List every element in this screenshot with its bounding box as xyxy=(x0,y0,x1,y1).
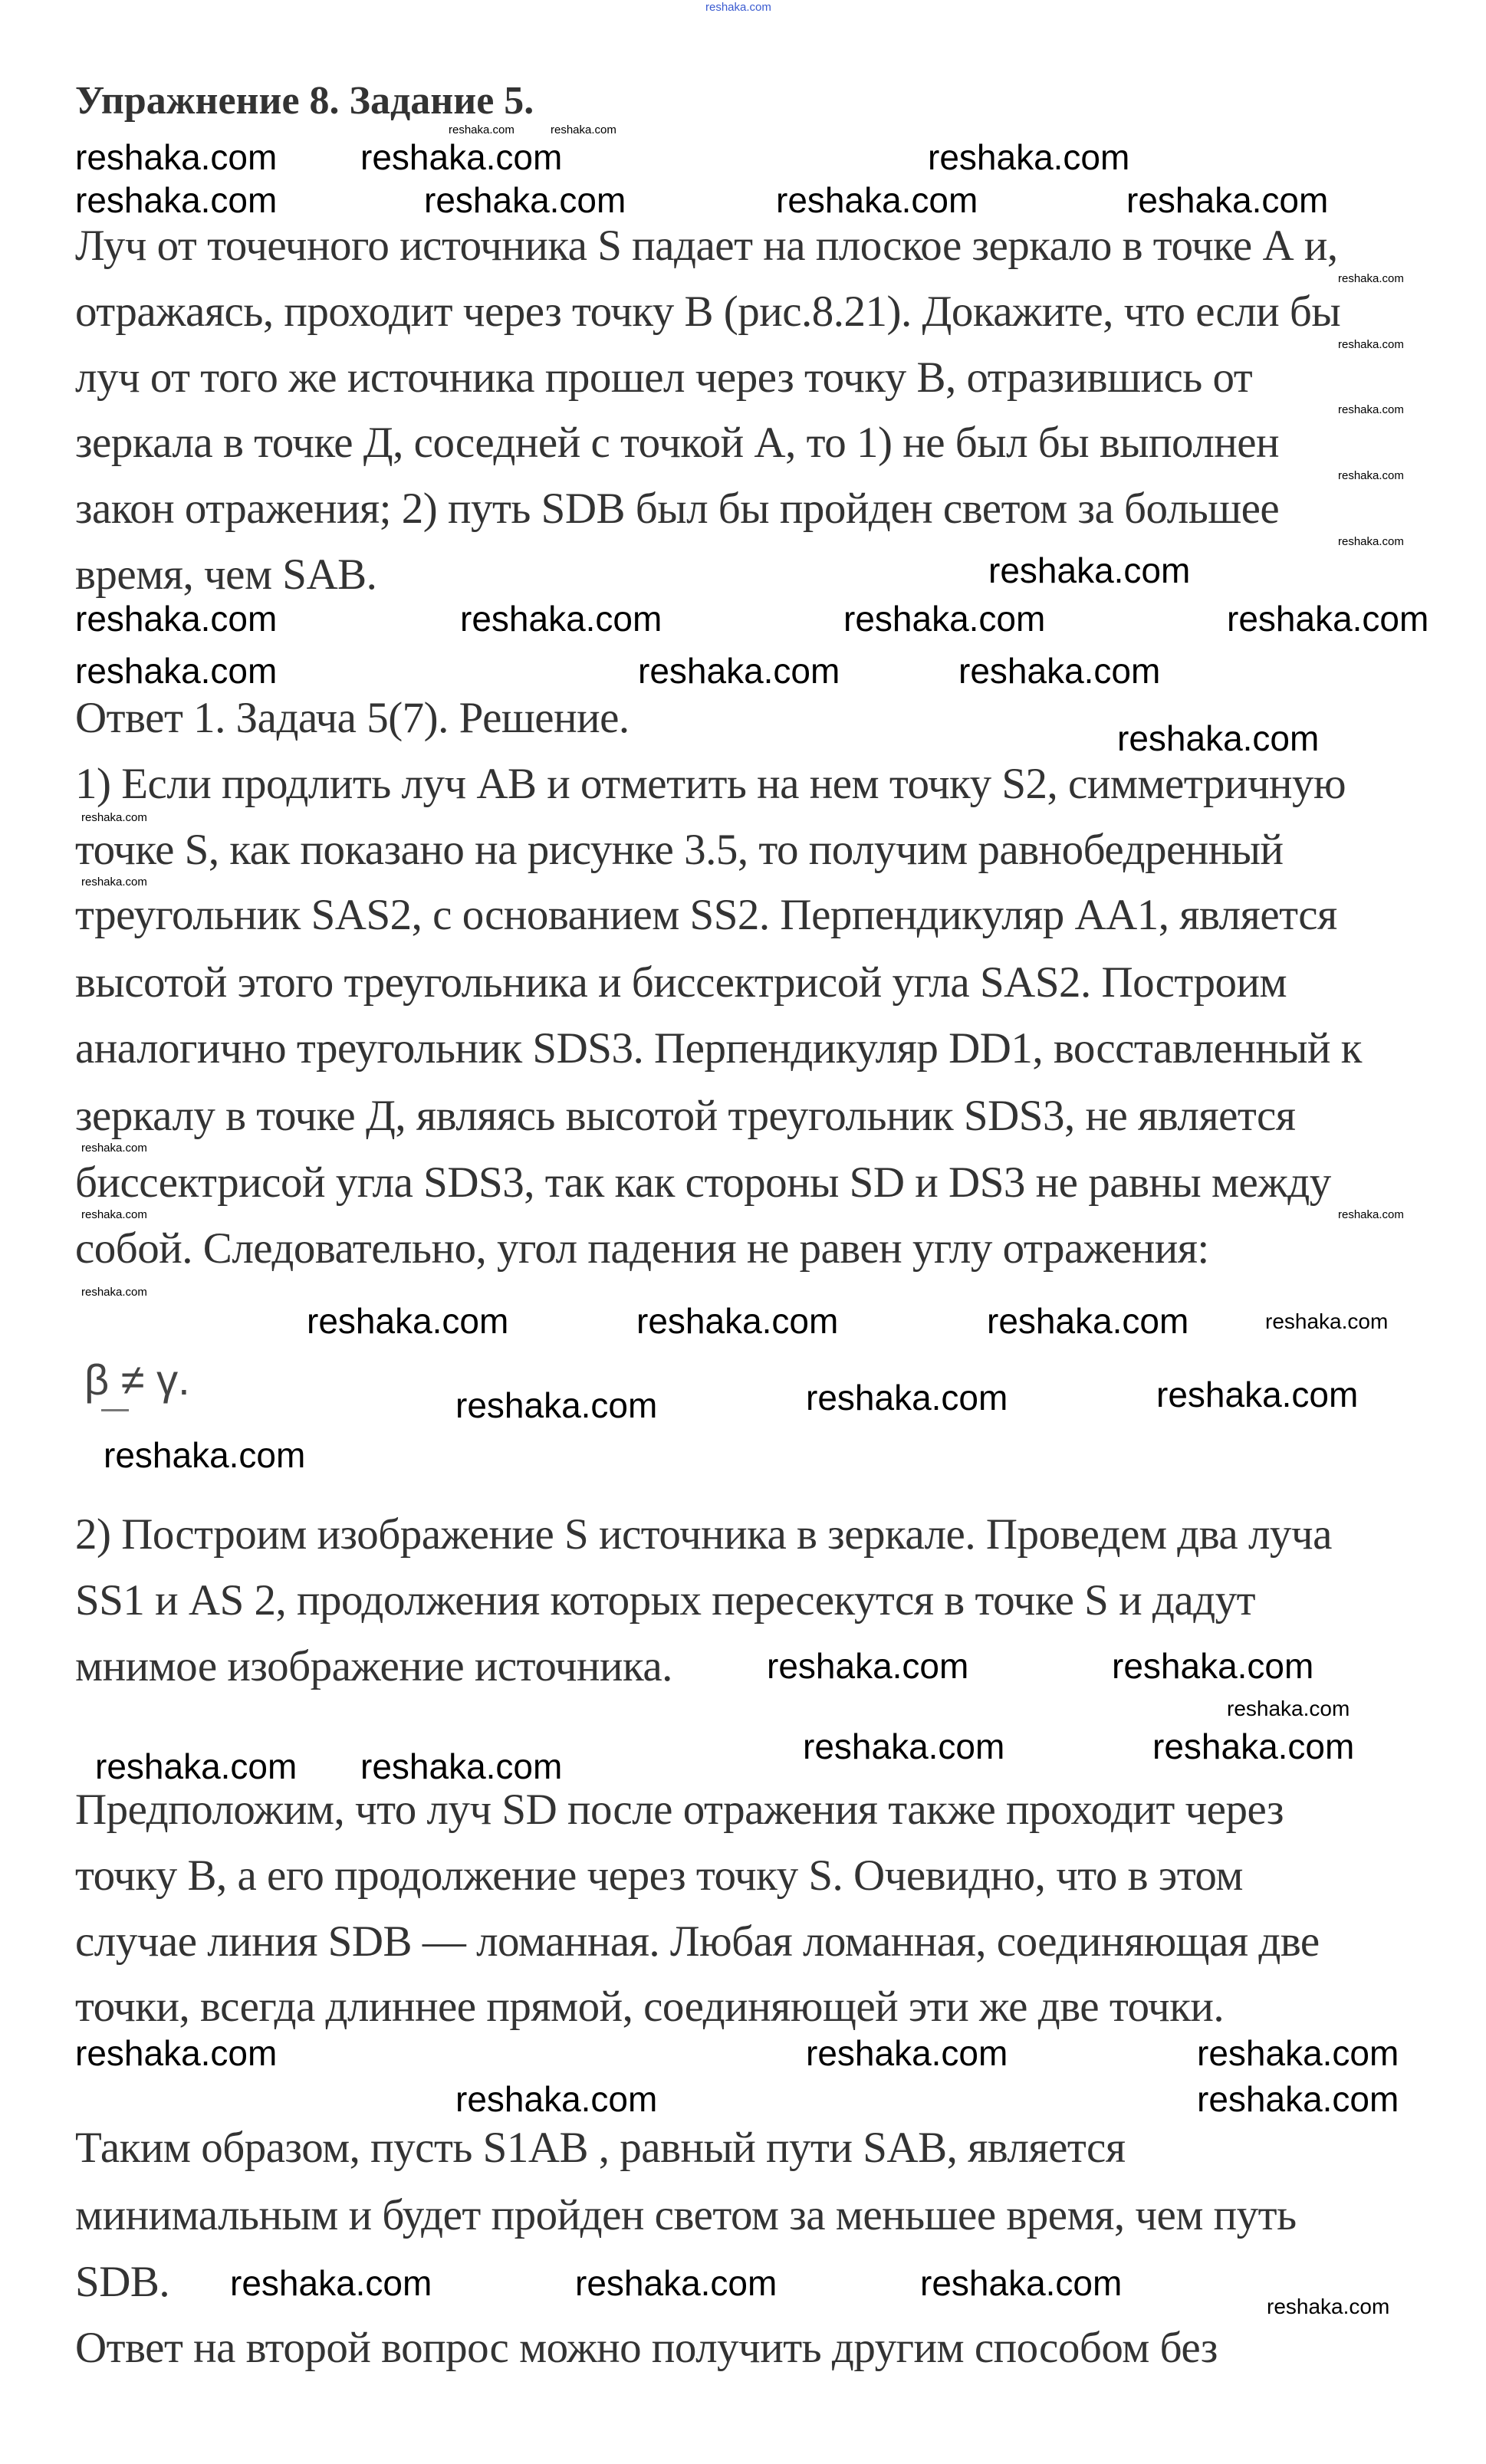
watermark: reshaka.com xyxy=(360,1746,563,1786)
task-line: Луч от точечного источника S падает на плоское зеркало в точке А и, xyxy=(75,222,1338,270)
watermark: reshaka.com xyxy=(81,876,147,889)
watermark: reshaka.com xyxy=(75,137,278,177)
watermark: reshaka.com xyxy=(638,651,840,691)
answer-line: Ответ 1. Задача 5(7). Решение. xyxy=(75,694,630,742)
formula-underline xyxy=(101,1409,129,1411)
part2-line: мнимое изображение источника. xyxy=(75,1642,672,1690)
watermark: reshaka.com xyxy=(843,599,1046,639)
watermark: reshaka.com xyxy=(928,137,1130,177)
watermark: reshaka.com xyxy=(230,2263,432,2303)
answer-line: зеркалу в точке Д, являясь высотой треугольник SDS3, не является xyxy=(75,1092,1296,1140)
watermark: reshaka.com xyxy=(104,1435,306,1475)
watermark: reshaka.com xyxy=(806,1378,1008,1418)
watermark: reshaka.com xyxy=(767,1646,969,1686)
watermark: reshaka.com xyxy=(360,137,563,177)
watermark: reshaka.com xyxy=(75,599,278,639)
watermark: reshaka.com xyxy=(81,1208,147,1221)
watermark: reshaka.com xyxy=(75,180,278,220)
watermark: reshaka.com xyxy=(75,2033,278,2073)
watermark: reshaka.com xyxy=(81,811,147,824)
part2-line: SS1 и AS 2, продолжения которых пересекутся в точке S и дадут xyxy=(75,1576,1256,1625)
watermark: reshaka.com xyxy=(455,2079,658,2119)
watermark: reshaka.com xyxy=(424,180,626,220)
watermark: reshaka.com xyxy=(958,651,1161,691)
watermark: reshaka.com xyxy=(705,1,771,14)
answer-line: аналогично треугольник SDS3. Перпендикуляр DD1, восставленный к xyxy=(75,1024,1362,1073)
watermark: reshaka.com xyxy=(1265,1309,1389,1333)
watermark: reshaka.com xyxy=(1267,2295,1390,2318)
part3-line: точку В, а его продолжение через точку S. Очевидно, что в этом xyxy=(75,1851,1243,1900)
watermark: reshaka.com xyxy=(575,2263,778,2303)
watermark: reshaka.com xyxy=(81,1286,147,1299)
part4-line: минимальным и будет пройден светом за меньшее время, чем путь xyxy=(75,2191,1297,2239)
watermark: reshaka.com xyxy=(803,1726,1005,1766)
watermark: reshaka.com xyxy=(1197,2079,1399,2119)
answer-line: треугольник SAS2, с основанием SS2. Перпендикуляр АА1, является xyxy=(75,891,1337,939)
watermark: reshaka.com xyxy=(776,180,978,220)
watermark: reshaka.com xyxy=(920,2263,1123,2303)
part3-line: точки, всегда длиннее прямой, соединяющей эти же две точки. xyxy=(75,1983,1225,2031)
task-line: отражаясь, проходит через точку В (рис.8.21). Докажите, что если бы xyxy=(75,287,1341,336)
part4-line: SDB. xyxy=(75,2258,170,2306)
answer-line: собой. Следовательно, угол падения не равен углу отражения: xyxy=(75,1224,1209,1273)
watermark: reshaka.com xyxy=(988,550,1191,590)
part3-line: Предположим, что луч SD после отражения также проходит через xyxy=(75,1786,1284,1834)
watermark: reshaka.com xyxy=(1156,1375,1359,1414)
answer-line: биссектрисой угла SDS3, так как стороны SD и DS3 не равны между xyxy=(75,1158,1331,1207)
watermark: reshaka.com xyxy=(551,123,616,136)
watermark: reshaka.com xyxy=(455,1385,658,1425)
watermark: reshaka.com xyxy=(987,1301,1189,1341)
watermark: reshaka.com xyxy=(95,1746,298,1786)
formula-text: β ≠ γ. xyxy=(84,1355,190,1404)
part3-line: случае линия SDB — ломанная. Любая ломанная, соединяющая две xyxy=(75,1917,1320,1966)
watermark: reshaka.com xyxy=(307,1301,509,1341)
answer-line: высотой этого треугольника и биссектрисой угла SAS2. Построим xyxy=(75,958,1287,1007)
formula-image xyxy=(84,1355,190,1404)
watermark: reshaka.com xyxy=(1338,338,1404,351)
watermark: reshaka.com xyxy=(449,123,515,136)
watermark: reshaka.com xyxy=(1338,272,1404,285)
task-line: луч от того же источника прошел через точку В, отразившись от xyxy=(75,353,1253,402)
watermark: reshaka.com xyxy=(806,2033,1008,2073)
answer-line: точке S, как показано на рисунке 3.5, то получим равнобедренный xyxy=(75,826,1284,874)
watermark: reshaka.com xyxy=(1338,403,1404,416)
watermark: reshaka.com xyxy=(1112,1646,1314,1686)
watermark: reshaka.com xyxy=(1152,1726,1355,1766)
exercise-title: Упражнение 8. Задание 5. xyxy=(75,79,534,123)
watermark: reshaka.com xyxy=(1227,1697,1350,1720)
watermark: reshaka.com xyxy=(1197,2033,1399,2073)
watermark: reshaka.com xyxy=(1338,469,1404,482)
answer-line: 1) Если продлить луч АВ и отметить на нем точку S2, симметричную xyxy=(75,760,1346,808)
part4-line: Таким образом, пусть S1AB , равный пути SAB, является xyxy=(75,2124,1126,2172)
task-line: время, чем SAB. xyxy=(75,550,377,599)
watermark: reshaka.com xyxy=(1126,180,1329,220)
watermark: reshaka.com xyxy=(636,1301,839,1341)
part4-line: Ответ на второй вопрос можно получить другим способом без xyxy=(75,2324,1218,2372)
watermark: reshaka.com xyxy=(1338,535,1404,548)
task-line: закон отражения; 2) путь SDB был бы пройден светом за большее xyxy=(75,485,1280,533)
watermark: reshaka.com xyxy=(1227,599,1429,639)
watermark: reshaka.com xyxy=(1338,1208,1404,1221)
watermark: reshaka.com xyxy=(1117,718,1320,758)
watermark: reshaka.com xyxy=(75,651,278,691)
watermark: reshaka.com xyxy=(460,599,662,639)
task-line: зеркала в точке Д, соседней с точкой А, то 1) не был бы выполнен xyxy=(75,419,1280,467)
part2-line: 2) Построим изображение S источника в зеркале. Проведем два луча xyxy=(75,1510,1332,1559)
watermark: reshaka.com xyxy=(81,1142,147,1155)
